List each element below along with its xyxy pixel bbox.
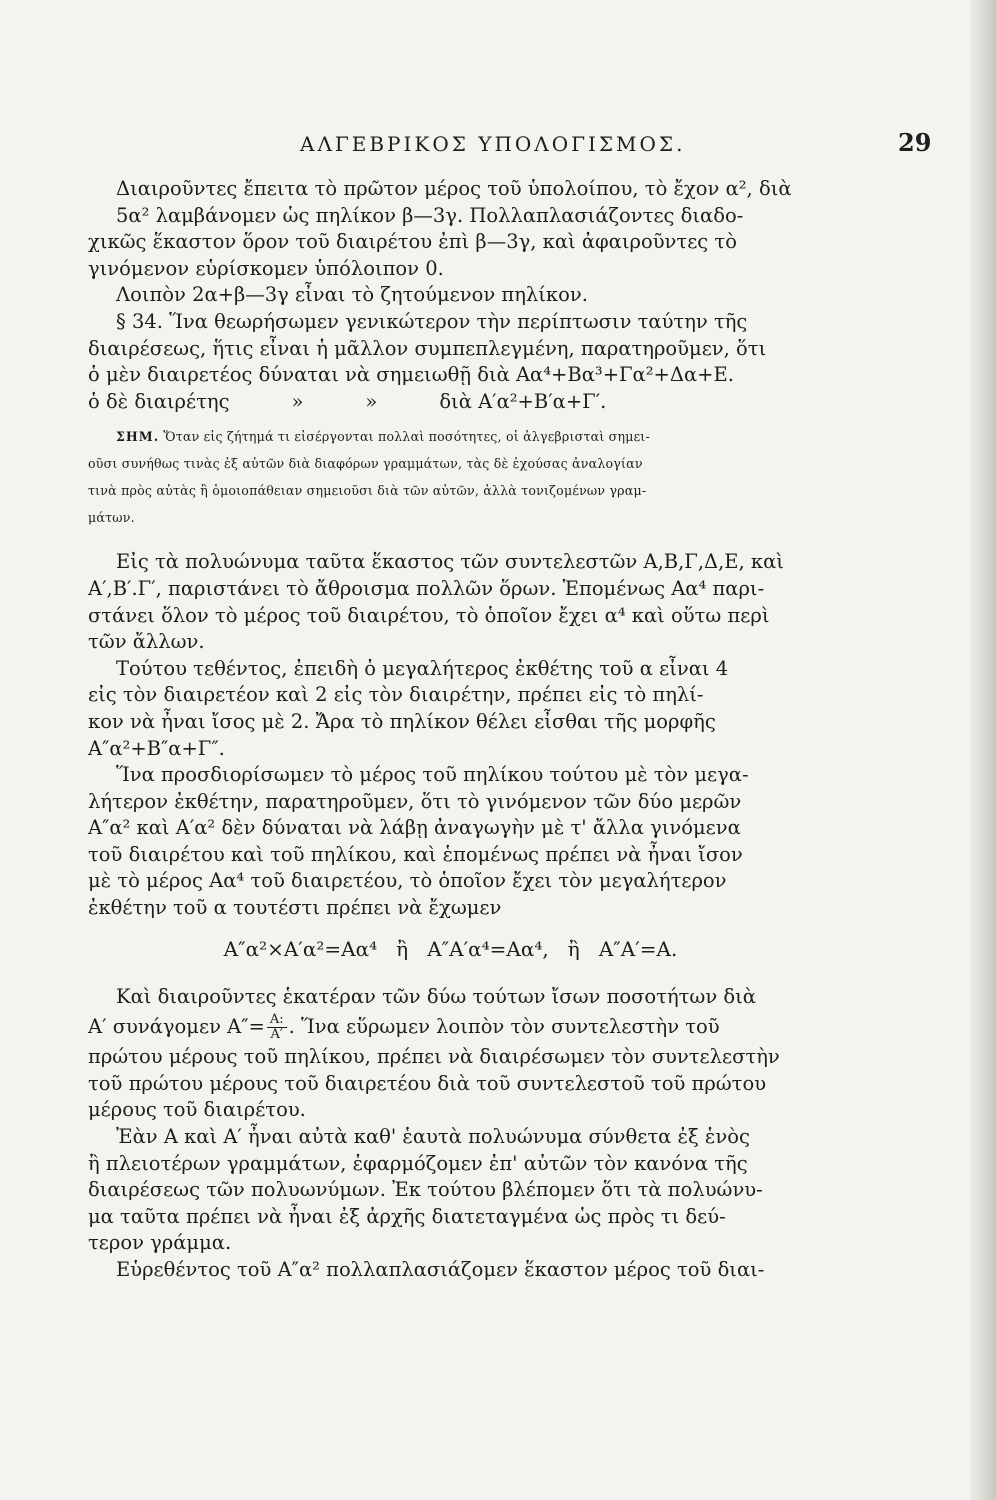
fraction-denominator: Α′	[270, 1027, 283, 1043]
note-line	[88, 423, 813, 450]
page-number: 29	[898, 128, 932, 157]
paragraph-1	[88, 176, 813, 282]
text-line: γινόμενον εὑρίσκομεν ὑπόλοιπον 0.	[88, 256, 444, 280]
text-line: Ἵνα προσδιορίσωμεν τὸ μέρος τοῦ πηλίκου τούτου μὲ τὸν μεγα-	[116, 763, 749, 787]
text-line: μα ταῦτα πρέπει νὰ ἦναι ἐξ ἀρχῆς διατεταγμένα ὡς πρὸς τι δεύ-	[88, 1204, 726, 1228]
fraction-numerator: Α:	[267, 1013, 287, 1028]
text-line: τοῦ διαιρέτου καὶ τοῦ πηλίκου, καὶ ἑπομένως πρέπει νὰ ἦναι ἴσον	[88, 842, 743, 866]
section-34-heading-line: § 34. Ἵνα θεωρήσωμεν γενικώτερον τὴν περίπτωσιν ταύτην τῆς	[116, 309, 748, 333]
text-line: Εἰς τὰ πολυώνυμα ταῦτα ἕκαστος τῶν συντελεστῶν Α,Β,Γ,Δ,Ε, καὶ	[116, 550, 784, 574]
note-label: ΣΗΜ.	[116, 429, 160, 445]
fraction-line	[88, 1010, 813, 1044]
text-line: χικῶς ἕκαστον ὅρον τοῦ διαιρέτου ἐπὶ β—3γ, καὶ ἀφαιροῦντες τὸ	[88, 230, 737, 254]
page-body	[88, 176, 813, 1284]
text-line: εἰς τὸν διαιρετέον καὶ 2 εἰς τὸν διαιρέτην, πρέπει εἰς τὸ πηλί-	[88, 683, 704, 707]
page-edge	[970, 0, 996, 1500]
note-text: Ὅταν εἰς ζήτημά τι εἰσέργονται πολλαὶ ποσότητες, οἱ ἀλγεβρισταὶ σημει-	[163, 429, 650, 445]
text-line: στάνει ὅλον τὸ μέρος τοῦ διαιρέτου, τὸ ὁποῖον ἔχει α⁴ καὶ οὕτω περὶ	[88, 603, 770, 627]
text-line: διαιρέσεως, ἥτις εἶναι ἡ μᾶλλον συμπεπλεγμένη, παρατηροῦμεν, ὅτι	[88, 336, 767, 360]
text-line: κον νὰ ἦναι ἴσος μὲ 2. Ἄρα τὸ πηλίκον θέλει εἶσθαι τῆς μορφῆς	[88, 709, 716, 733]
text-line: διαιρέσεως τῶν πολυωνύμων. Ἐκ τούτου βλέπομεν ὅτι τὰ πολυώνυ-	[88, 1178, 763, 1202]
running-title: ΑΛΓΕΒΡΙΚΟΣ ΥΠΟΛΟΓΙΣΜΟΣ.	[300, 132, 686, 156]
note-line: μάτων.	[88, 510, 135, 526]
text-line: Διαιροῦντες ἔπειτα τὸ πρῶτον μέρος τοῦ ὑπολοίπου, τὸ ἔχον α², διὰ 5α² λαμβάνομεν ὡς πηλίκον β—3γ. Πολλαπλασιάζοντες διαδο-	[116, 177, 792, 227]
text-line: λήτερον ἐκθέτην, παρατηροῦμεν, ὅτι τὸ γινόμενον τῶν δύο μερῶν	[88, 789, 742, 813]
text-line: ὁ δὲ διαιρέτης » » διὰ Α′α²+Β′α+Γ′.	[88, 389, 607, 413]
text-line: Ἐὰν Α καὶ Α′ ἦναι αὐτὰ καθ' ἑαυτὰ πολυώνυμα σύνθετα ἐξ ἑνὸς	[116, 1125, 750, 1149]
display-formula: Α″α²×Α′α²=Αα⁴ ἢ Α″Α′α⁴=Αα⁴, ἢ Α″Α′=Α.	[223, 936, 678, 961]
note-line: οῦσι συνήθως τινὰς ἐξ αὐτῶν διὰ διαφόρων γραμμάτων, τὰς δὲ ἐχούσας ἀναλογίαν	[88, 456, 643, 472]
text-line: Α″α² καὶ Α′α² δὲν δύναται νὰ λάβῃ ἀναγωγὴν μὲ τ' ἄλλα γινόμενα	[88, 816, 741, 840]
text-line: τοῦ πρώτου μέρους τοῦ διαιρετέου διὰ τοῦ συντελεστοῦ τοῦ πρώτου	[88, 1071, 767, 1095]
text-line: Τούτου τεθέντος, ἐπειδὴ ὁ μεγαλήτερος ἐκθέτης τοῦ α εἶναι 4	[116, 656, 729, 680]
text-line: ἐκθέτην τοῦ α τουτέστι πρέπει νὰ ἔχωμεν	[88, 896, 502, 920]
text-line: Εὑρεθέντος τοῦ Α″α² πολλαπλασιάζομεν ἕκαστον μέρος τοῦ διαι-	[116, 1258, 765, 1281]
text-line: μὲ τὸ μέρος Αα⁴ τοῦ διαιρετέου, τὸ ὁποῖον ἔχει τὸν μεγαλήτερον	[88, 869, 727, 893]
fraction	[267, 1013, 287, 1042]
page-header	[0, 128, 996, 162]
text-line: πρώτου μέρους τοῦ πηλίκου, πρέπει νὰ διαιρέσωμεν τὸν συντελεστὴν	[88, 1045, 780, 1069]
fraction-before: Α′ συνάγομεν Α″=	[88, 1015, 265, 1039]
text-line: Α″α²+Β″α+Γ″.	[88, 736, 225, 760]
text-line: τερον γράμμα.	[88, 1231, 232, 1255]
text-line: Καὶ διαιροῦντες ἑκατέραν τῶν δύω τούτων ἴσων ποσοτήτων διὰ	[116, 984, 756, 1008]
note-line: τινὰ πρὸς αὐτὰς ἢ ὁμοιοπάθειαν σημειοῦσι διὰ τῶν αὐτῶν, ἀλλὰ τονιζομένων γραμ-	[88, 483, 647, 499]
text-line: μέρους τοῦ διαιρέτου.	[88, 1098, 306, 1122]
text-line: τῶν ἄλλων.	[88, 630, 205, 654]
fraction-after: . Ἵνα εὕρωμεν λοιπὸν τὸν συντελεστὴν τοῦ	[288, 1015, 720, 1039]
text-line: ὁ μὲν διαιρετέος δύναται νὰ σημειωθῇ διὰ Αα⁴+Βα³+Γα²+Δα+Ε.	[88, 363, 734, 387]
footnote-note	[88, 423, 813, 531]
text-line: Α′,Β′.Γ′, παριστάνει τὸ ἄθροισμα πολλῶν ὅρων. Ἑπομένως Αα⁴ παρι-	[88, 576, 765, 600]
text-line: Λοιπὸν 2α+β—3γ εἶναι τὸ ζητούμενον πηλίκον.	[116, 283, 588, 307]
text-line: ἢ πλειοτέρων γραμμάτων, ἐφαρμόζομεν ἐπ' αὐτῶν τὸν κανόνα τῆς	[88, 1151, 748, 1175]
